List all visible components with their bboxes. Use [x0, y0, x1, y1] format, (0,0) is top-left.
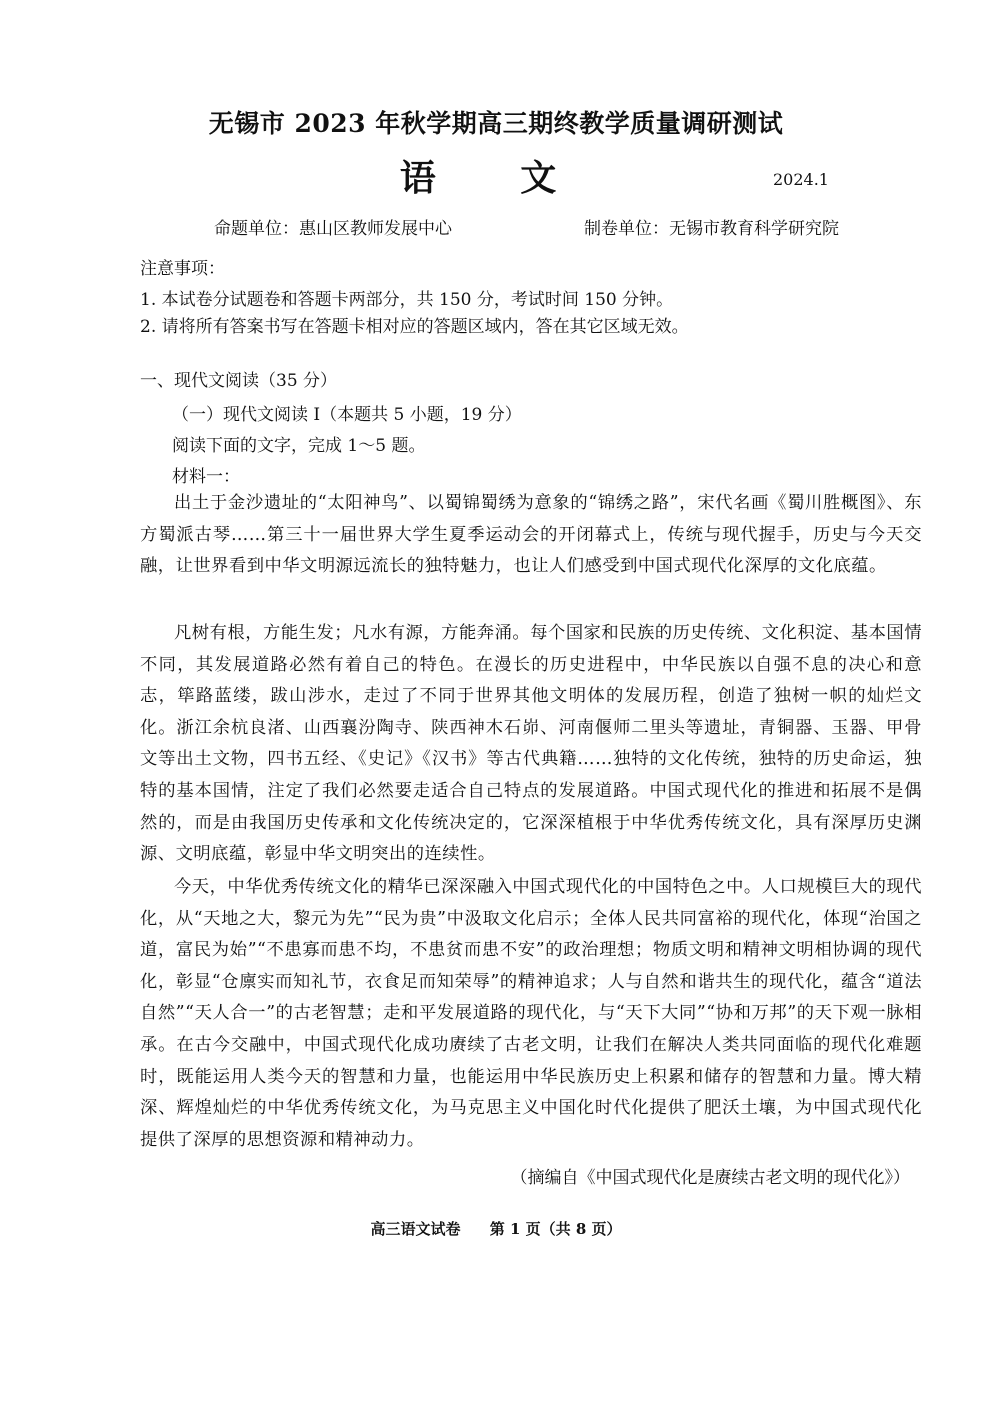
reading-instruction: 阅读下面的文字，完成 1～5 题。: [172, 436, 426, 456]
footer-exam-name: 高三语文试卷: [370, 1220, 461, 1238]
passage-paragraph: 出土于金沙遗址的“太阳神鸟”、以蜀锦蜀绣为意象的“锦绣之路”，宋代名画《蜀川胜概图》、东方蜀派古琴……第三十一届世界大学生夏季运动会的开闭幕式上，传统与现代握手，历史与今天交融，让世界看到中华文明源远流长的独特魅力，也让人们感受到中国式现代化深厚的文化底蕴。: [140, 493, 922, 577]
footer-page-info: 第 1 页（共 8 页）: [489, 1220, 622, 1238]
notice-item: 1. 本试卷分试题卷和答题卡两部分，共 150 分，考试时间 150 分钟。: [140, 290, 674, 310]
question-setter-unit: 命题单位：惠山区教师发展中心: [214, 219, 452, 239]
material-label: 材料一：: [172, 467, 240, 487]
page-footer: [0, 1218, 992, 1239]
paper-producer-unit: 制卷单位：无锡市教育科学研究院: [584, 219, 839, 239]
passage-paragraph: 凡树有根，方能生发；凡水有源，方能奔涌。每个国家和民族的历史传统、文化积淀、基本国情不同，其发展道路必然有着自己的特色。在漫长的历史进程中，中华民族以自强不息的决心和意志，筚路蓝缕，跋山涉水，走过了不同于世界其他文明体的发展历程，创造了独树一帜的灿烂文化。浙江余杭良渚、山西襄汾陶寺、陕西神木石峁、河南偃师二里头等遗址，青铜器、玉器、甲骨文等出土文物，四书五经、《史记》《汉书》等古代典籍……独特的文化传统，独特的历史命运，独特的基本国情，注定了我们必然要走适合自己特点的发展道路。中国式现代化的推进和拓展不是偶然的，而是由我国历史传承和文化传统决定的，它深深植根于中华优秀传统文化，具有深厚历史渊源、文明底蕴，彰显中华文明突出的连续性。: [140, 623, 922, 865]
subject-title: 语 文: [399, 157, 593, 199]
exam-title: 无锡市 2023 年秋学期高三期终教学质量调研测试: [208, 109, 784, 138]
notice-title: 注意事项：: [140, 259, 225, 279]
passage-paragraph: 今天，中华优秀传统文化的精华已深深融入中国式现代化的中国特色之中。人口规模巨大的现代化，从“天地之大，黎元为先”“民为贵”中汲取文化启示；全体人民共同富裕的现代化，体现“治国之道，富民为始”“不患寡而患不均，不患贫而患不安”的政治理想；物质文明和精神文明相协调的现代化，彰显“仓廪实而知礼节，衣食足而知荣辱”的精神追求；人与自然和谐共生的现代化，蕴含“道法自然”“天人合一”的古老智慧；走和平发展道路的现代化，与“天下大同”“协和万邦”的天下观一脉相承。在古今交融中，中国式现代化成功赓续了古老文明，让我们在解决人类共同面临的现代化难题时，既能运用人类今天的智慧和力量，也能运用中华民族历史上积累和储存的智慧和力量。博大精深、辉煌灿烂的中华优秀传统文化，为马克思主义中国化时代化提供了肥沃土壤，为中国式现代化提供了深厚的思想资源和精神动力。: [140, 877, 922, 1150]
subsection-heading: （一）现代文阅读 I（本题共 5 小题，19 分）: [172, 405, 522, 425]
exam-date: 2024.1: [773, 170, 829, 189]
notice-item: 2. 请将所有答案书写在答题卡相对应的答题区域内，答在其它区域无效。: [140, 317, 689, 337]
passage-source: （摘编自《中国式现代化是赓续古老文明的现代化》）: [510, 1168, 910, 1188]
section-heading: 一、现代文阅读（35 分）: [140, 371, 338, 391]
